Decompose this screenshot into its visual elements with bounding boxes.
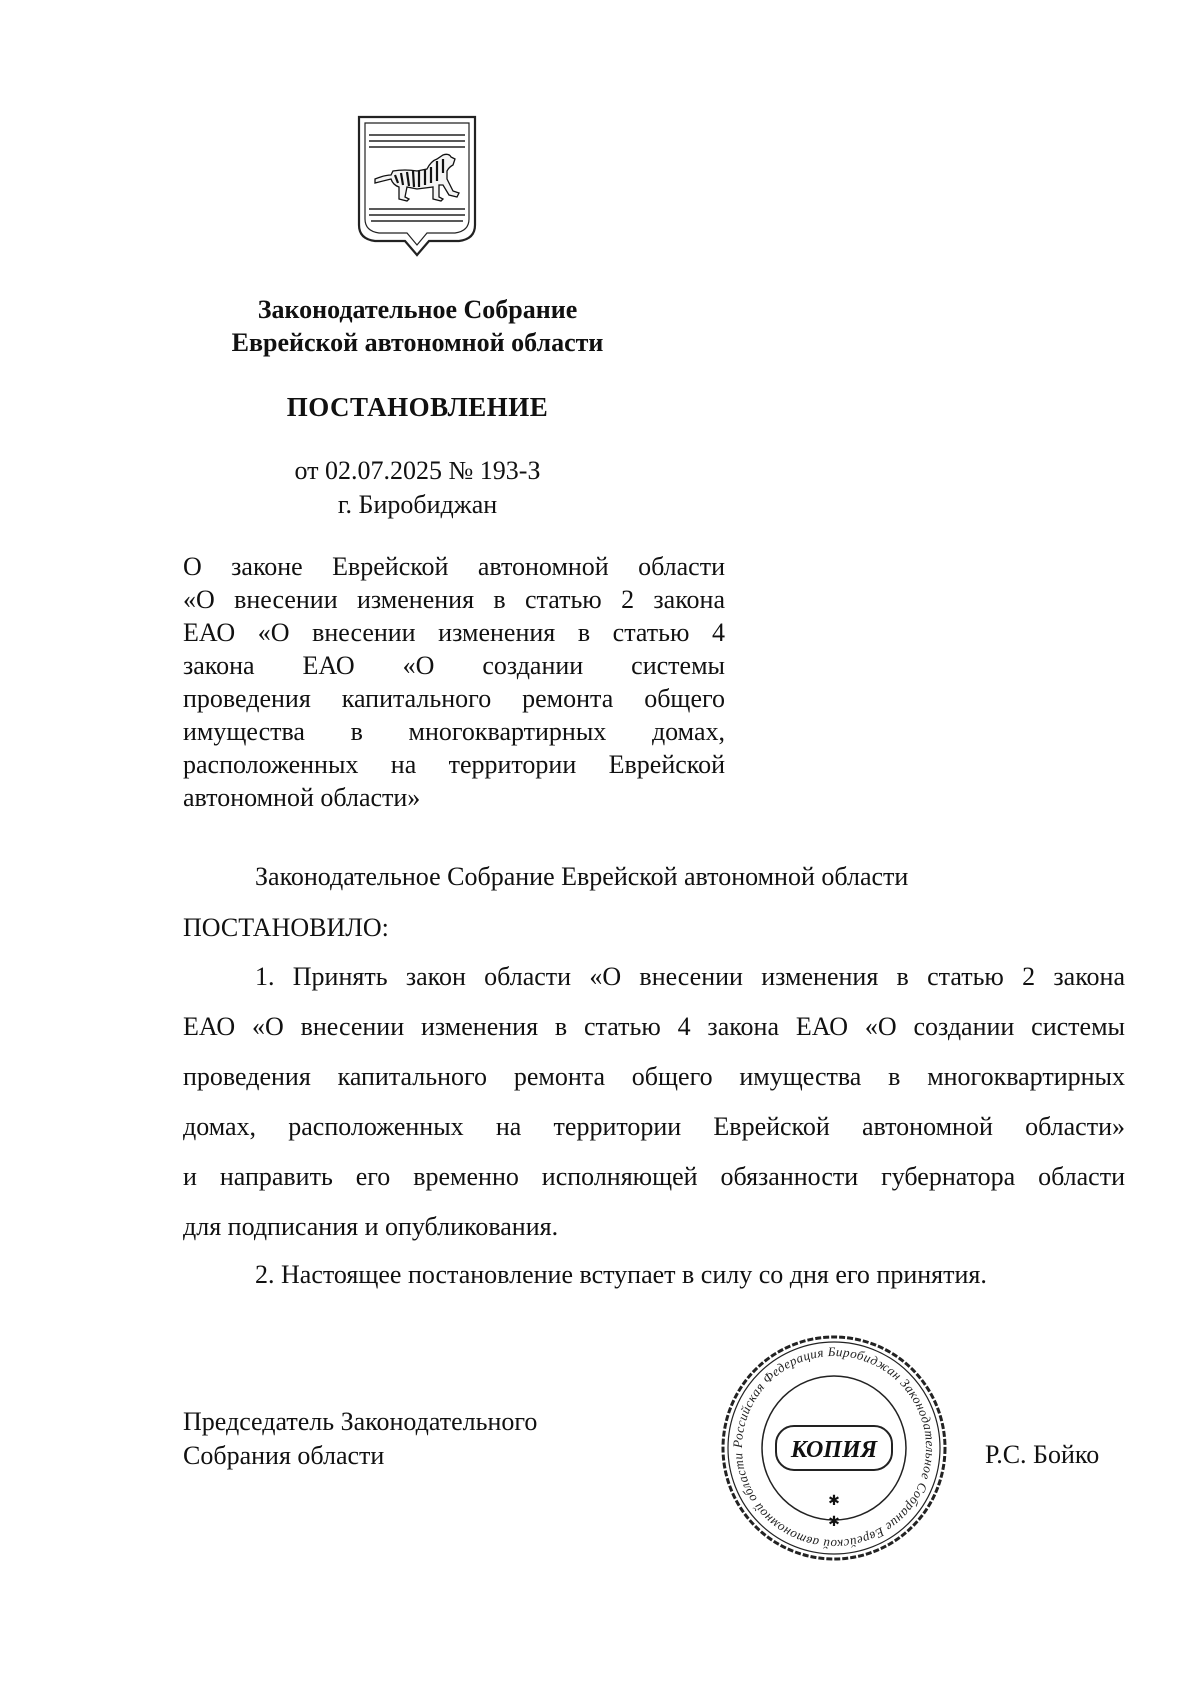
paragraph-2 bbox=[183, 1250, 1125, 1300]
paragraph-line: 1. Принять закон области «О внесении изменения в статью 2 закона bbox=[255, 962, 1125, 991]
paragraph-line: и направить его временно исполняющей обязанности губернатора области bbox=[183, 1162, 1125, 1191]
stamp-star-icon: ✱ bbox=[828, 1514, 840, 1530]
subject-line: расположенных на территории Еврейской bbox=[183, 750, 725, 779]
subject-line: «О внесении изменения в статью 2 закона bbox=[183, 585, 725, 614]
subject-line: имущества в многоквартирных домах, bbox=[183, 717, 725, 746]
signatory-position-line1: Председатель Законодательного bbox=[183, 1407, 538, 1436]
document-title: ПОСТАНОВЛЕНИЕ bbox=[286, 392, 549, 422]
paragraph-line: 2. Настоящее постановление вступает в силу со дня его принятия. bbox=[255, 1260, 987, 1289]
document-city: г. Биробиджан bbox=[337, 490, 498, 519]
signatory-position-line2: Собрания области bbox=[183, 1441, 385, 1470]
legislature-name-line1: Законодательное Собрание bbox=[257, 295, 578, 324]
paragraph-line: проведения капитального ремонта общего имущества в многоквартирных bbox=[183, 1062, 1125, 1091]
paragraph-1 bbox=[183, 952, 1125, 1252]
stamp-star-icon: ✱ bbox=[828, 1493, 840, 1509]
document-subject bbox=[183, 550, 725, 814]
signatory-position bbox=[183, 1405, 537, 1473]
body-resolved: ПОСТАНОВИЛО: bbox=[183, 913, 389, 942]
subject-line: ЕАО «О внесении изменения в статью 4 bbox=[183, 618, 725, 647]
paragraph-line: ЕАО «О внесении изменения в статью 4 закона ЕАО «О создании системы bbox=[183, 1012, 1125, 1041]
subject-line: О законе Еврейской автономной области bbox=[183, 552, 725, 581]
legislature-name-line2: Еврейской автономной области bbox=[231, 328, 604, 357]
subject-line: автономной области» bbox=[183, 783, 421, 812]
paragraph-line: для подписания и опубликования. bbox=[183, 1212, 559, 1241]
subject-line: закона ЕАО «О создании системы bbox=[183, 651, 725, 680]
coat-of-arms-emblem bbox=[355, 113, 479, 259]
document-date-number: от 02.07.2025 № 193-З bbox=[294, 456, 541, 485]
subject-line: проведения капитального ремонта общего bbox=[183, 684, 725, 713]
paragraph-line: домах, расположенных на территории Еврейской автономной области» bbox=[183, 1112, 1125, 1141]
stamp-center-text: КОПИЯ bbox=[790, 1437, 878, 1463]
body-intro: Законодательное Собрание Еврейской автономной области bbox=[255, 862, 909, 891]
signatory-name: Р.С. Бойко bbox=[985, 1440, 1100, 1469]
stamp-ring-text: Российская Федерация Биробиджан Законодательное Собрание Еврейской автономной области bbox=[729, 1343, 939, 1553]
official-stamp bbox=[718, 1330, 950, 1566]
